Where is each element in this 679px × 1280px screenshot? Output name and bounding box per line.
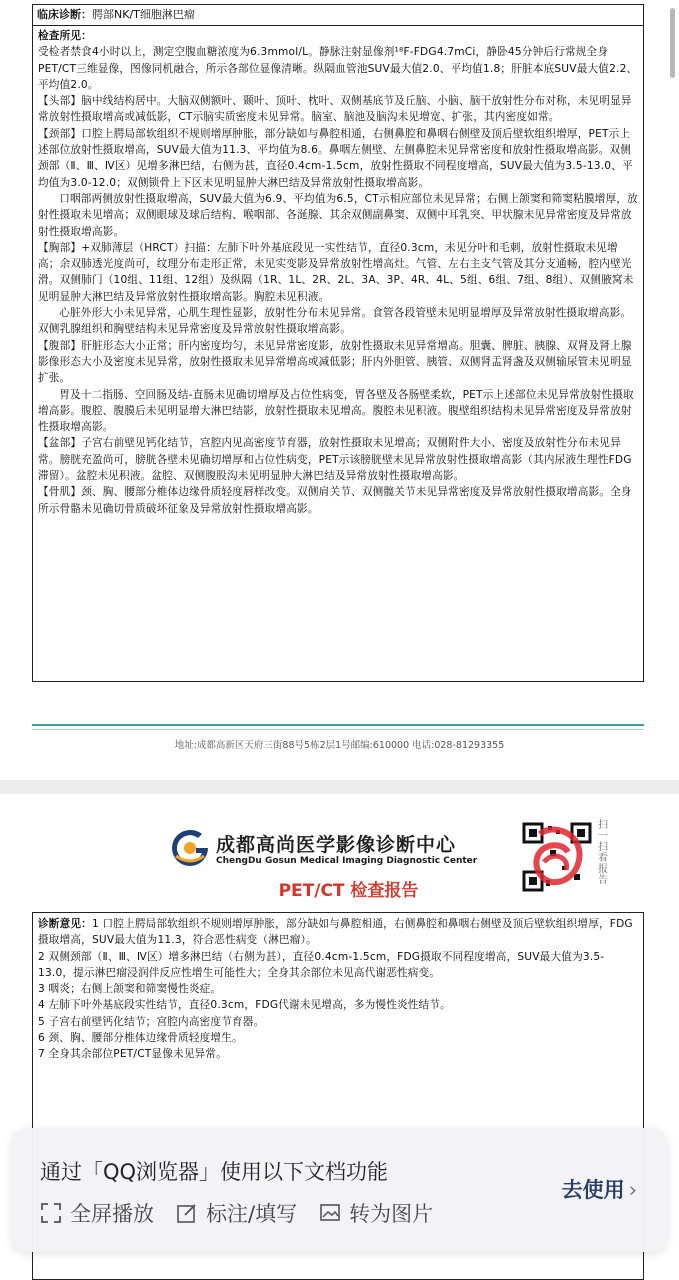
opinion-label: 诊断意见： xyxy=(38,918,92,930)
findings-section xyxy=(32,26,644,682)
neck-label: 【颈部】 xyxy=(38,127,82,140)
go-use-button[interactable] xyxy=(562,1174,637,1204)
findings-intro: 受检者禁食4小时以上，测定空腹血糖浓度为6.3mmol/L。静脉注射显像剂¹⁸F-FDG4.7mCi，静卧45分钟后行常规全身PET/CT三维显像，图像同机融合，所示各部位显像清晰。纵隔血管池SUV最大值2.0、平均值1.8；肝脏本底SUV最大值2.2、平均值2.0。 xyxy=(38,46,638,91)
footer-divider xyxy=(32,724,644,726)
annotate-fill-label: 标注/填写 xyxy=(206,1202,298,1226)
gosun-logo-icon xyxy=(168,826,212,870)
chest-finding-2: 心脏外形大小未见异常，心肌生理性显影，放射性分布未见异常。食管各段管壁未见明显增厚及异常放射性摄取增高影。双侧乳腺组织和胸壁结构未见异常密度及异常放射性摄取增高影。 xyxy=(38,307,632,336)
annotate-fill-button[interactable] xyxy=(176,1198,297,1228)
pelvis-finding xyxy=(38,435,638,484)
opinion-text-1: 1 口腔上腭局部软组织不规则增厚肿胀，部分缺如与鼻腔相通，右侧鼻腔和鼻咽右侧壁及顶后壁软组织增厚，FDG摄取增高，SUV最大值为11.3，符合恶性病变（淋巴瘤）。 xyxy=(38,918,633,947)
clinical-diagnosis-value: 腭部NK/T细胞淋巴瘤 xyxy=(92,8,195,21)
bone-label: 【骨肌】 xyxy=(38,486,82,499)
qq-promo-title: 通过「QQ浏览器」使用以下文档功能 xyxy=(40,1160,389,1184)
opinion-item-7: 7 全身其余部位PET/CT显像未见异常。 xyxy=(38,1048,228,1061)
go-use-label: 去使用 xyxy=(561,1178,625,1202)
org-name-en: ChengDu Gosun Medical Imaging Diagnostic Center xyxy=(216,856,478,866)
chest-finding xyxy=(38,240,638,305)
chevron-right-icon: › xyxy=(628,1178,637,1202)
opinion-item-5: 5 子宫右前壁钙化结节；宫腔内高密度节育器。 xyxy=(38,1015,265,1028)
qq-browser-promo-card[interactable] xyxy=(12,1128,667,1252)
fullscreen-play-label: 全屏播放 xyxy=(70,1202,154,1226)
neck-finding-2: 口咽部两侧放射性摄取增高，SUV最大值为6.9、平均值为6.5，CT示相应部位未见异常；右侧上颌窦和筛窦粘膜增厚，放射性摄取未见增高；双侧眼球及球后结构、喉咽部、各涎腺、其余双侧副鼻窦、双侧中耳乳突、甲状腺未见异常密度及异常放射性摄取增高影。 xyxy=(38,192,638,238)
pelvis-label: 【盆部】 xyxy=(38,437,82,450)
qr-code-icon[interactable] xyxy=(522,822,592,892)
bone-text: 颈、胸、腰部分椎体边缘骨质轻度唇样改变。双侧肩关节、双侧髋关节未见异常密度及异常放射性摄取增高影。全身所示骨骼未见确切骨质破坏征象及异常放射性摄取增高影。 xyxy=(38,486,632,515)
opinion-item-3: 3 咽炎；右侧上颌窦和筛窦慢性炎症。 xyxy=(38,983,222,996)
footer-address: 地址:成都高新区天府三街88号5栋2层1号邮编:610000 电话:028-81293355 xyxy=(174,740,505,751)
convert-to-image-button[interactable] xyxy=(319,1198,433,1228)
convert-to-image-label: 转为图片 xyxy=(349,1202,434,1226)
head-finding xyxy=(38,93,638,126)
bone-finding xyxy=(38,484,638,517)
image-icon xyxy=(319,1202,341,1224)
fullscreen-icon xyxy=(40,1202,62,1224)
abdomen-finding-2: 胃及十二指肠、空回肠及结-直肠未见确切增厚及占位性病变，胃各壁及各肠壁柔软，PET示上述部位未见异常放射性摄取增高影。腹腔、腹膜后未见明显增大淋巴结影，放射性摄取未见增高。腹腔未见积液。腹壁组织结构未见异常密度及异常放射性摄取增高影。 xyxy=(38,388,634,434)
scan-to-view-label: 扫一扫看报告 xyxy=(598,820,608,886)
opinion-item-4: 4 左肺下叶外基底段实性结节，直径0.3cm，FDG代谢未见增高，多为慢性炎性结节。 xyxy=(38,999,451,1012)
neck-text: 口腔上腭局部软组织不规则增厚肿胀，部分缺如与鼻腔相通，右侧鼻腔和鼻咽右侧壁及顶后壁软组织增厚，PET示上述部位放射性摄取增高，SUV最大值为11.3、平均值为8.6。鼻咽左侧壁、左侧鼻腔未见异常密度和放射性摄取增高影。双侧颈部（Ⅱ、Ⅲ、Ⅳ区）见增多淋巴结，右侧为甚，直径0.4cm-1.5cm，放射性摄取不同程度增高，SUV最大值为3.5-13.0、平均值为3.0-12.0；双侧锁骨上下区未见明显肿大淋巴结及异常放射性摄取增高影。 xyxy=(38,127,633,189)
opinion-item-6: 6 颈、胸、腰部分椎体边缘骨质轻度增生。 xyxy=(38,1032,243,1045)
clinical-diagnosis-label: 临床诊断： xyxy=(37,8,92,21)
head-label: 【头部】 xyxy=(38,95,82,108)
findings-label: 检查所见： xyxy=(38,30,92,42)
fullscreen-play-button[interactable] xyxy=(40,1198,154,1228)
opinion-item-2: 2 双侧颈部（Ⅱ、Ⅲ、Ⅳ区）增多淋巴结（右侧为甚），直径0.4cm-1.5cm，FDG摄取不同程度增高，SUV最大值为3.5-13.0，提示淋巴瘤浸润伴反应性增生可能性大；全身其余部位未见高代谢恶性病变。 xyxy=(38,950,605,979)
head-text: 脑中线结构居中。大脑双侧额叶、颞叶、顶叶、枕叶、双侧基底节及丘脑、小脑、脑干放射性分布对称，未见明显异常放射性摄取增高或减低影，CT示脑实质密度未见异常。脑室、脑池及脑沟未见增宽、扩张，其内密度如常。 xyxy=(38,95,632,124)
edit-icon xyxy=(176,1202,198,1224)
abdomen-finding xyxy=(38,338,638,387)
scrollbar[interactable] xyxy=(670,8,675,78)
clinical-diagnosis-row xyxy=(32,4,644,26)
opinion-item-1 xyxy=(38,916,638,949)
pelvis-text: 子宫右前壁见钙化结节，宫腔内见高密度节育器，放射性摄取未见增高；双侧附件大小、密度及放射性分布未见异常。膀胱充盈尚可，膀胱各壁未见确切增厚和占位性病变，PET示该膀胱壁未见异常放射性摄取增高影（其内尿液生理性FDG滞留）。盆腔未见积液。盆腔、双侧腹股沟未见明显肿大淋巴结及异常放射性摄取增高影。 xyxy=(38,437,632,483)
chest-label: 【胸部】 xyxy=(38,241,82,254)
abdomen-text: 肝脏形态大小正常；肝内密度均匀，未见异常密度影，放射性摄取未见异常增高。胆囊、脾脏、胰腺、双肾及肾上腺影像形态大小及密度未见异常，放射性摄取未见异常增高或减低影；肝内外胆管、胰管、双侧肾盂肾盏及双侧输尿管未见明显扩张。 xyxy=(38,339,632,385)
page-gap xyxy=(0,780,679,794)
report-title: PET/CT 检查报告 xyxy=(278,881,419,901)
abdomen-label: 【腹部】 xyxy=(38,339,82,352)
neck-finding xyxy=(38,126,638,191)
qq-action-list xyxy=(40,1198,433,1228)
footer-divider-thin xyxy=(32,729,644,730)
org-name-cn: 成都高尚医学影像诊断中心 xyxy=(216,834,457,856)
chest-text: +双肺薄层（HRCT）扫描：左肺下叶外基底段见一实性结节，直径0.3cm，未见分叶和毛刺，放射性摄取未见增高；余双肺透光度尚可，纹理分布走形正常，未见实变影及异常放射性增高灶。气管、左右主支气管及其分支通畅，腔内壁光滑。双侧肺门（10组、11组、12组）及纵隔（1R、1L、2R、2L、3A、3P、4R、4L、5组、6组、7组、8组）、双侧腋窝未见明显肿大淋巴结及异常放射性摄取增高影。胸腔未见积液。 xyxy=(38,241,634,303)
